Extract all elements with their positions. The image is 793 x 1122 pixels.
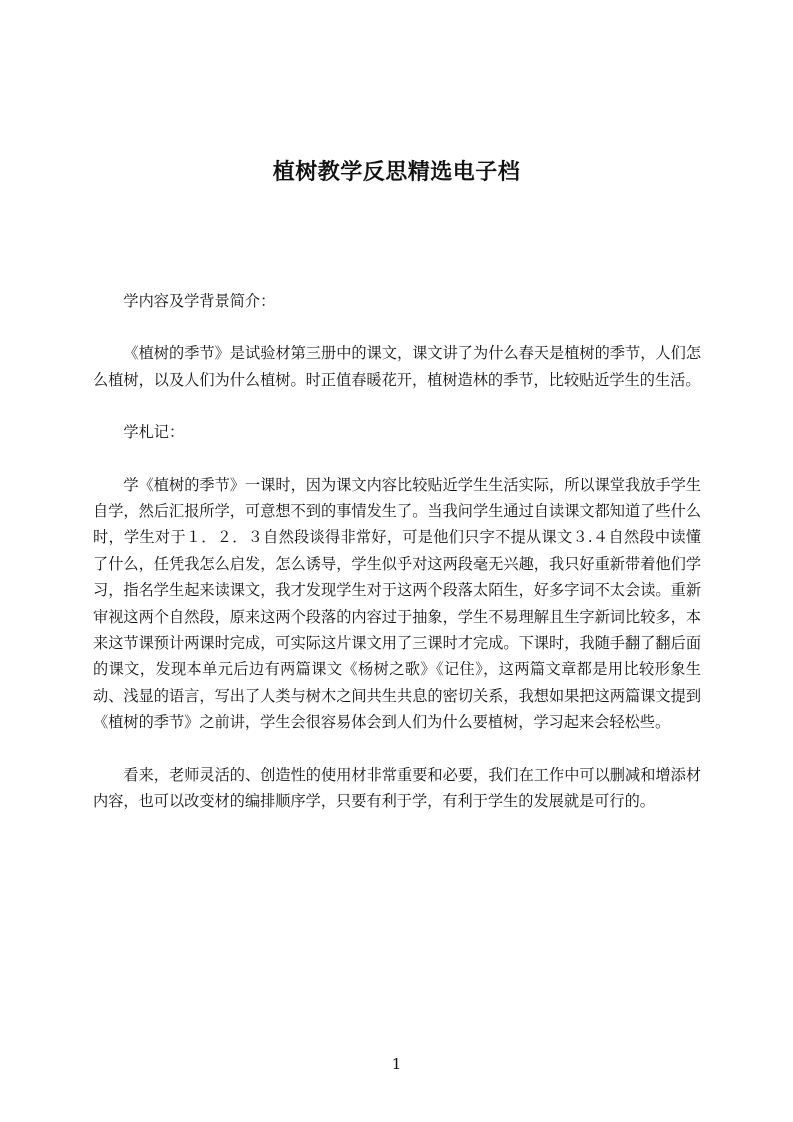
section-heading-notes: 学札记：	[123, 423, 185, 442]
document-title: 植树教学反思精选电子档	[272, 159, 521, 185]
paragraph-notes: 学《植树的季节》一课时，因为课文内容比较贴近学生生活实际，所以课堂我放手学生自学，然后汇报所学，可意想不到的事情发生了。当我问学生通过自读课文都知道了些什么时，学生对于１．２．３自然段谈得非常好，可是他们只字不提从课文３.４自然段中读懂了什么，任凭我怎么启发，怎么诱导，学生似乎对这两段毫无兴趣，我只好重新带着他们学习，指名学生起来读课文，我才发现学生对于这两个段落太陌生，好多字词不太会读。重新审视这两个自然段，原来这两个段落的内容过于抽象，学生不易理解且生字新词比较多，本来这节课预计两课时完成，可实际这片课文用了三课时才完成。下课时，我随手翻了翻后面的课文，发现本单元后边有两篇课文《杨树之歌》《记住》，这两篇文章都是用比较形象生动、浅显的语言，写出了人类与树木之间共生共息的密切关系，我想如果把这两篇课文提到《植树的季节》之前讲，学生会很容易体会到人们为什么要植树，学习起来会轻松些。	[93, 475, 701, 732]
paragraph-conclusion: 看来，老师灵活的、创造性的使用材非常重要和必要，我们在工作中可以删减和增添材内容，也可以改变材的编排顺序学，只要有利于学，有利于学生的发展就是可行的。	[93, 765, 701, 811]
paragraph-intro: 《植树的季节》是试验材第三册中的课文，课文讲了为什么春天是植树的季节，人们怎么植树，以及人们为什么植树。时正值春暖花开，植树造林的季节，比较贴近学生的生活。	[93, 344, 701, 389]
section-heading-intro: 学内容及学背景简介：	[123, 292, 276, 310]
page-number: 1	[391, 1055, 402, 1073]
document-body	[93, 288, 701, 841]
